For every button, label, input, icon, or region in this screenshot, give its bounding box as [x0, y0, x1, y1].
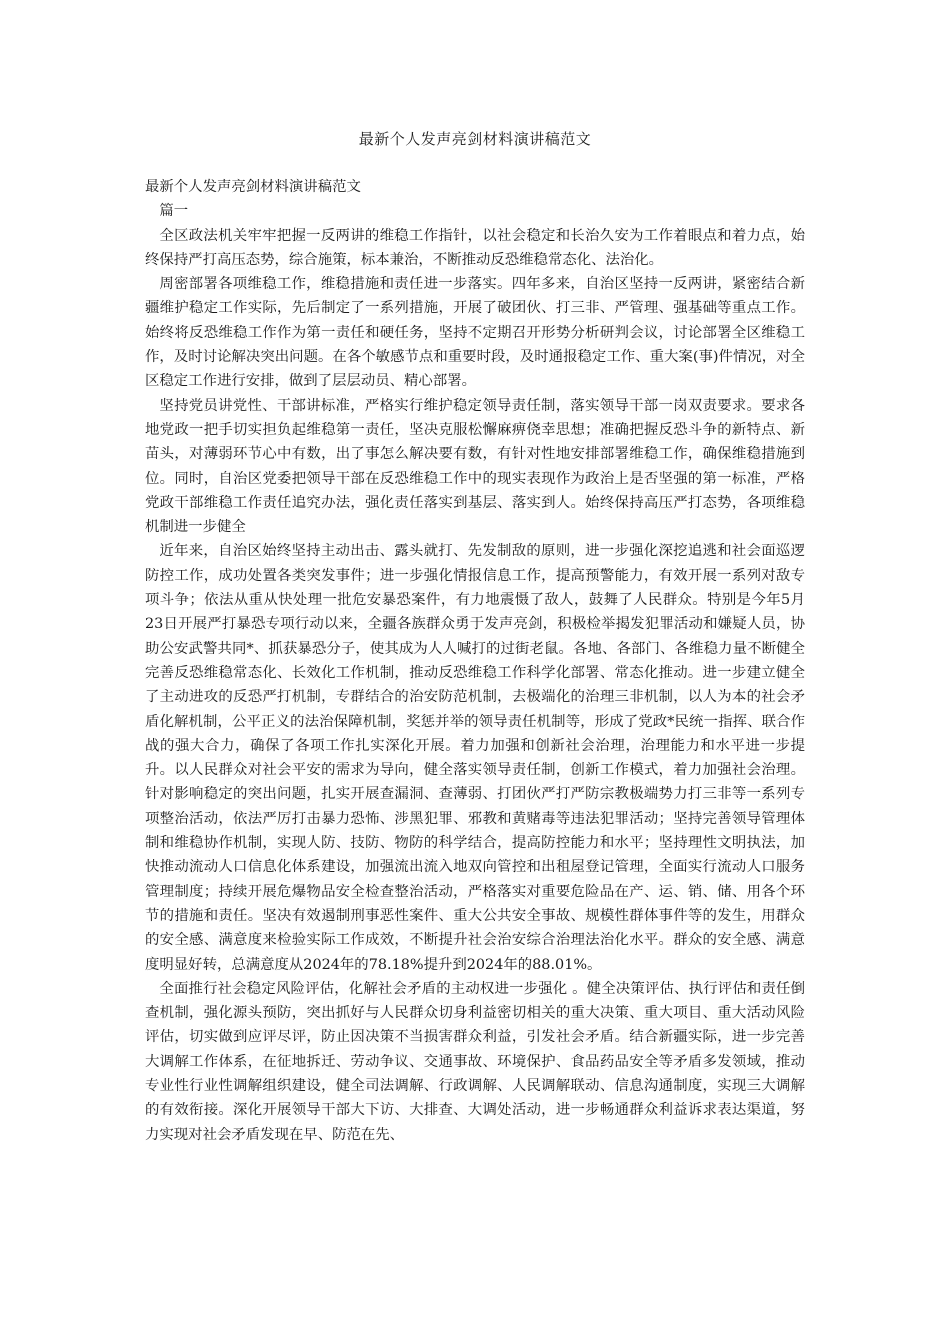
paragraph: 坚持党员讲党性、干部讲标准，严格实行维护稳定领导责任制，落实领导干部一岗双责要求。要求各地党政一把手切实担负起维稳第一责任，坚决克服松懈麻痹侥幸思想；准确把握反恐斗争的新特点、新苗头，对薄弱环节心中有数，出了事怎么解决要有数，有针对性地安排部署维稳工作，确保维稳措施到位。同时，自治区党委把领导干部在反恐维稳工作中的现实表现作为政治上是否坚强的第一标准，严格党政干部维稳工作责任追究办法，强化责任落实到基层、落实到人。始终保持高压严打态势，各项维稳机制进一步健全	[145, 397, 805, 536]
section-label: 篇一	[159, 203, 189, 220]
document-title: 最新个人发声亮剑材料演讲稿范文	[358, 130, 592, 148]
document-subtitle: 最新个人发声亮剑材料演讲稿范文	[145, 179, 361, 195]
paragraph: 近年来，自治区始终坚持主动出击、露头就打、先发制敌的原则，进一步强化深挖追逃和社会面巡逻防控工作，成功处置各类突发事件；进一步强化情报信息工作，提高预警能力，有效开展一系列对敌专项斗争；依法从重从快处理一批危安暴恐案件，有力地震慑了敌人，鼓舞了人民群众。特别是今年5月23日开展严打暴恐专项行动以来，全疆各族群众勇于发声亮剑，积极检举揭发犯罪活动和嫌疑人员，协助公安武警共同*、抓获暴恐分子，使其成为人人喊打的过街老鼠。各地、各部门、各维稳力量不断健全完善反恐维稳常态化、长效化工作机制，推动反恐维稳工作科学化部署、常态化推动。进一步建立健全了主动进攻的反恐严打机制，专群结合的治安防范机制，去极端化的治理三非机制，以人为本的社会矛盾化解机制，公平正义的法治保障机制，奖惩并举的领导责任机制等，形成了党政*民统一指挥、联合作战的强大合力，确保了各项工作扎实深化开展。着力加强和创新社会治理，治理能力和水平进一步提升。以人民群众对社会平安的需求为导向，健全落实领导责任制，创新工作模式，着力加强社会治理。针对影响稳定的突出问题，扎实开展查漏洞、查薄弱、打团伙严打严防宗教极端势力打三非等一系列专项整治活动，依法严厉打击暴力恐怖、涉黑犯罪、邪教和黄赌毒等违法犯罪活动；坚持完善领导管理体制和维稳协作机制，实现人防、技防、物防的科学结合，提高防控能力和水平；坚持理性文明执法，加快推动流动人口信息化体系建设，加强流出流入地双向管控和出租屋登记管理，全面实行流动人口服务管理制度；持续开展危爆物品安全检查整治活动，严格落实对重要危险品在产、运、销、储、用各个环节的措施和责任。坚决有效遏制刑事恶性案件、重大公共安全事故、规模性群体事件等的发生，用群众的安全感、满意度来检验实际工作成效，不断提升社会治安综合治理法治化水平。群众的安全感、满意度明显好转，总满意度从2024年的78.18%提升到2024年的88.01%。	[145, 543, 805, 973]
paragraph: 全区政法机关牢牢把握一反两讲的维稳工作指针，以社会稳定和长治久安为工作着眼点和着力点，始终保持严打高压态势，综合施策，标本兼治，不断推动反恐维稳常态化、法治化。	[145, 227, 805, 268]
paragraph: 全面推行社会稳定风险评估，化解社会矛盾的主动权进一步强化 。健全决策评估、执行评估和责任倒查机制，强化源头预防，突出抓好与人民群众切身利益密切相关的重大决策、重大项目、重大活动风险评估，切实做到应评尽评，防止因决策不当损害群众利益，引发社会矛盾。结合新疆实际，进一步完善大调解工作体系，在征地拆迁、劳动争议、交通事故、环境保护、食品药品安全等矛盾多发领域，推动专业性行业性调解组织建设，健全司法调解、行政调解、人民调解联动、信息沟通制度，实现三大调解的有效衔接。深化开展领导干部大下访、大排查、大调处活动，进一步畅通群众利益诉求表达渠道，努力实现对社会矛盾发现在早、防范在先、	[145, 980, 805, 1143]
paragraph: 周密部署各项维稳工作，维稳措施和责任进一步落实。四年多来，自治区坚持一反两讲，紧密结合新疆维护稳定工作实际，先后制定了一系列措施，开展了破团伙、打三非、严管理、强基础等重点工作。始终将反恐维稳工作作为第一责任和硬任务，坚持不定期召开形势分析研判会议，讨论部署全区维稳工作，及时讨论解决突出问题。在各个敏感节点和重要时段，及时通报稳定工作、重大案(事)件情况，对全区稳定工作进行安排，做到了层层动员、精心部署。	[145, 276, 805, 390]
document-body	[145, 175, 805, 1147]
